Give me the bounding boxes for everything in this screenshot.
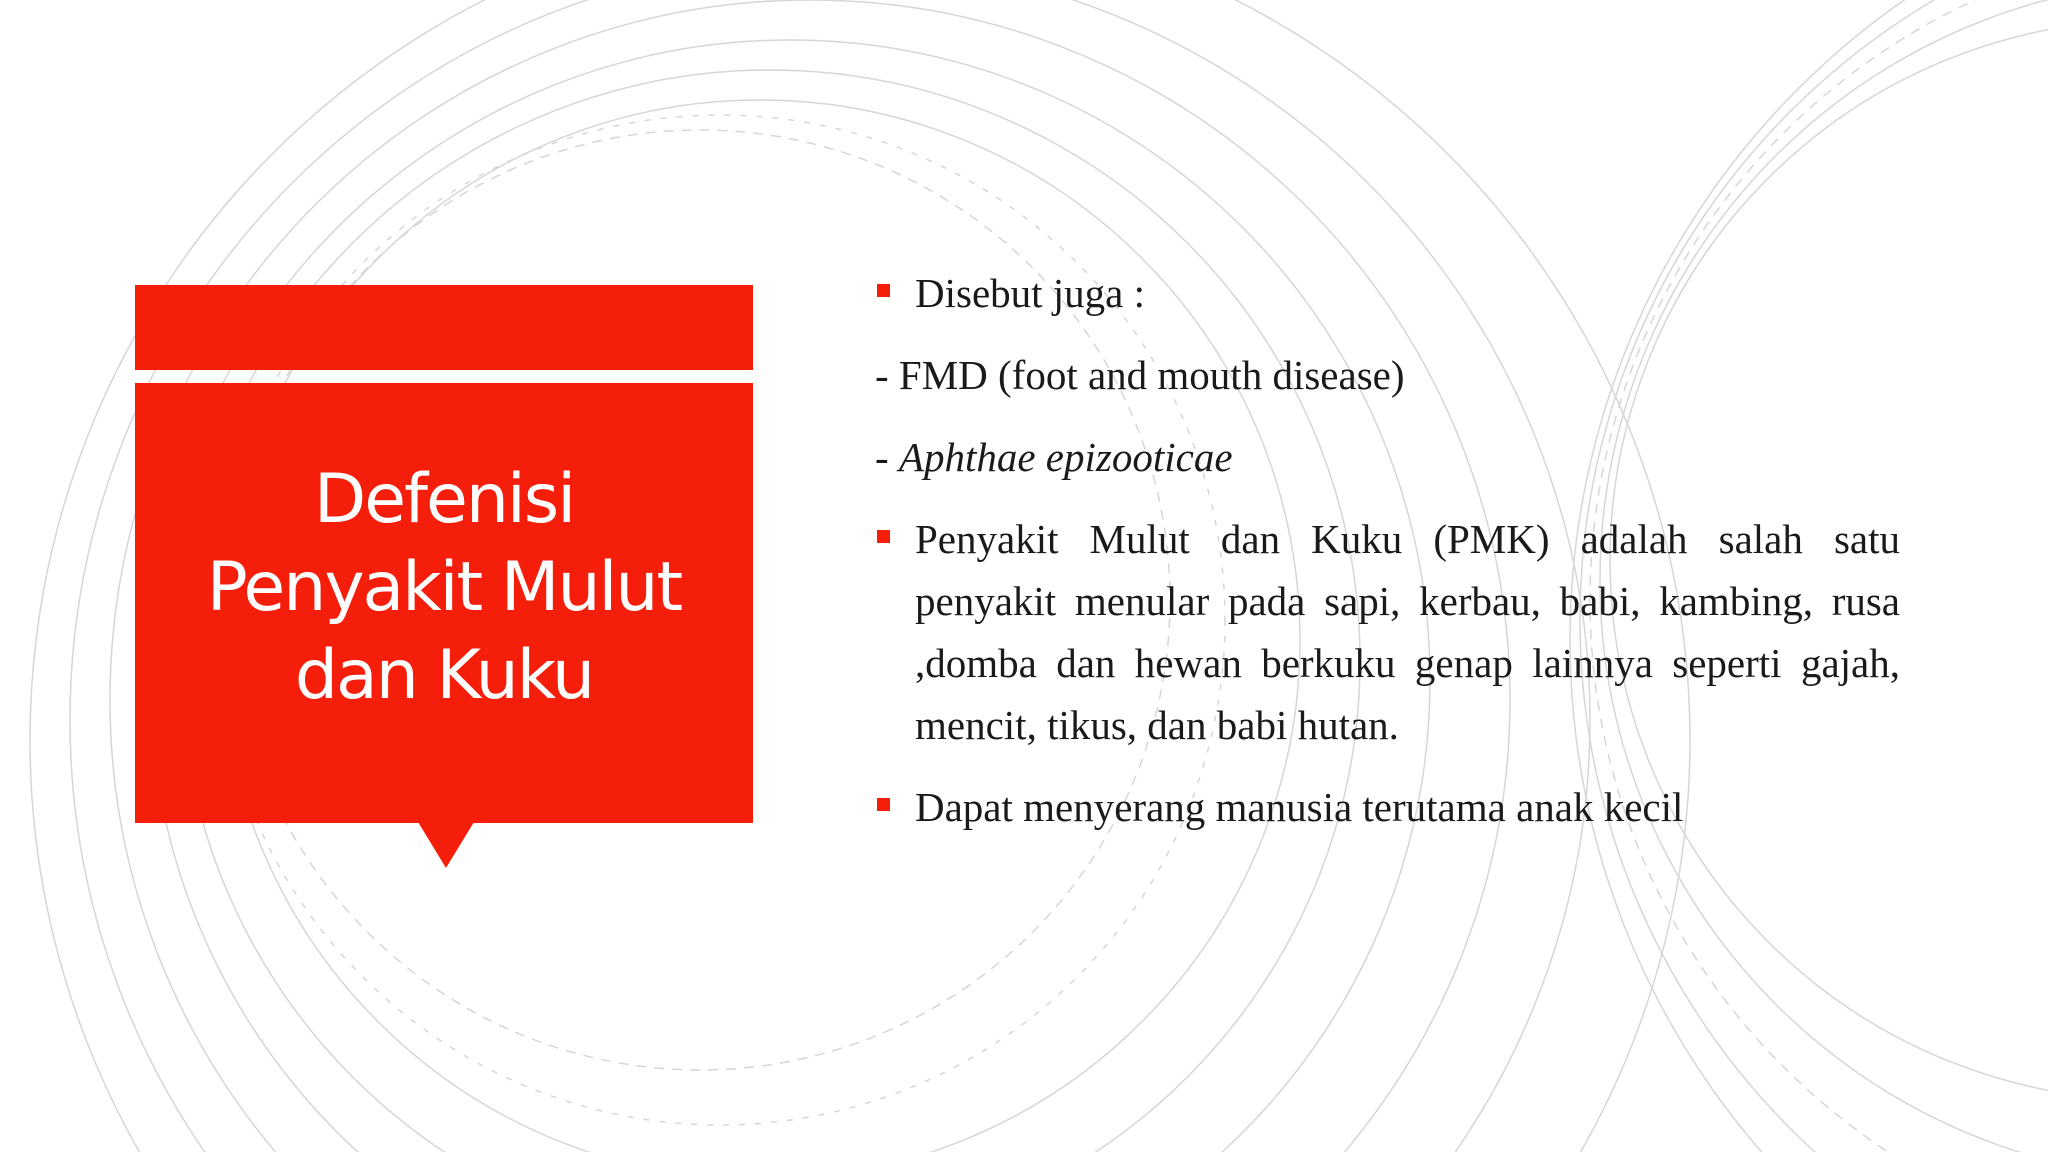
dash-item-aphthae	[875, 426, 1900, 488]
title-callout-box	[135, 383, 753, 823]
slide-title	[164, 456, 724, 720]
bullet-item-also-called: Disebut juga :	[875, 262, 1900, 324]
title-accent-bar	[135, 285, 753, 370]
callout-pointer	[418, 822, 474, 868]
slide-title-line-3: dan Kuku	[294, 636, 594, 715]
latin-term: Aphthae epizooticae	[898, 434, 1233, 480]
slide-content	[875, 262, 1900, 858]
slide-title-line-1: Defenisi	[313, 460, 575, 539]
dash-item-fmd: - FMD (foot and mouth disease)	[875, 352, 1405, 398]
dash-prefix: -	[875, 434, 899, 480]
bullet-item-humans: Dapat menyerang manusia terutama anak kecil	[875, 776, 1900, 838]
bullet-item-definition: Penyakit Mulut dan Kuku (PMK) adalah salah satu penyakit menular pada sapi, kerbau, babi, kambing, rusa ,domba dan hewan berkuku genap lainnya seperti gajah, mencit, tikus, dan babi hutan.	[875, 508, 1900, 756]
slide-title-line-2: Penyakit Mulut	[206, 548, 682, 627]
